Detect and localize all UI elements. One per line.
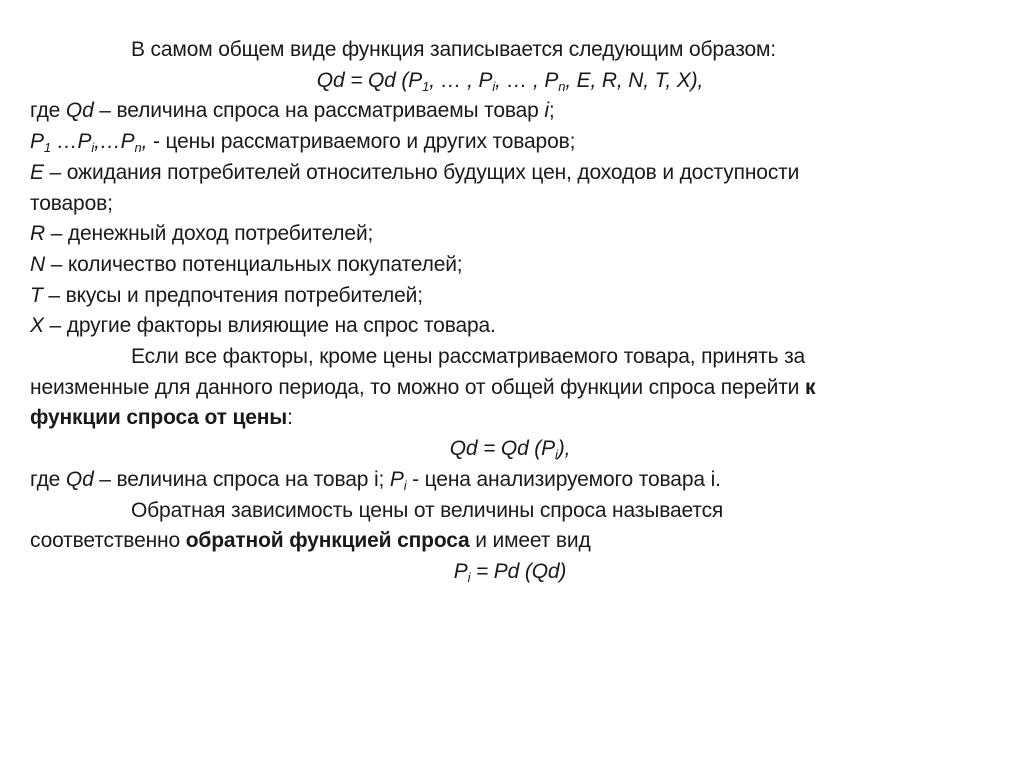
paragraph-2-line-1: Если все факторы, кроме цены рассматриваемого товара, принять за	[131, 345, 806, 369]
definition-text: – денежный доход потребителей;	[45, 222, 374, 246]
subscript-n: n	[134, 140, 142, 156]
subscript-1: 1	[43, 140, 51, 156]
formula-subscript: n	[558, 78, 566, 94]
formula-subscript: i	[492, 78, 496, 94]
symbol-p1: P	[30, 130, 44, 154]
formula-part: Qd = Qd (P	[449, 437, 555, 461]
definition-e-continued: товаров;	[30, 191, 113, 215]
paragraph-3-line-2	[30, 526, 990, 557]
paragraph-text: соответственно	[30, 529, 186, 553]
paragraph-text: и имеет вид	[469, 529, 591, 553]
formula-part: , … , P	[495, 68, 559, 92]
symbol-qd: Qd	[65, 99, 94, 123]
formula-subscript: i	[555, 447, 558, 463]
definition-prefix: где	[30, 99, 66, 123]
definition-x	[30, 311, 990, 342]
paragraph-2-line-2	[30, 373, 990, 404]
formula-part: Qd = Qd (P	[316, 68, 423, 92]
general-demand-formula	[30, 66, 990, 97]
paragraph-text: неизменные для данного периода, то можно от общей функции спроса перейти	[30, 375, 805, 399]
definition-text: - цены рассматриваемого и других товаров;	[147, 130, 576, 154]
symbol-r: R	[30, 222, 46, 246]
formula-subscript: i	[467, 569, 471, 585]
definition-text: – вкусы и предпочтения потребителей;	[42, 283, 423, 307]
formula-part: P	[453, 559, 468, 583]
symbol-n: N	[30, 252, 46, 276]
definition-e	[30, 158, 990, 189]
symbol-p: P	[389, 467, 404, 491]
paragraph-3-line-1: Обратная зависимость цены от величины спроса называется	[131, 498, 724, 522]
inverse-demand-formula	[30, 557, 990, 588]
symbol-pi: …P	[50, 130, 92, 154]
term-inverse-demand-function: обратной функцией спроса	[185, 529, 470, 553]
formula-part: ),	[557, 437, 571, 461]
definition-r	[30, 219, 990, 250]
definition-suffix: ;	[548, 99, 555, 123]
definition-text: – количество потенциальных покупателей;	[45, 252, 463, 276]
symbol-t: T	[30, 283, 43, 307]
definition-t	[30, 281, 990, 312]
symbol-qd: Qd	[65, 467, 94, 491]
definition-qd	[30, 96, 990, 127]
definition-prices	[30, 127, 990, 158]
formula-subscript: 1	[422, 78, 430, 94]
definition-prefix: где	[30, 467, 66, 491]
symbol-e: E	[30, 160, 44, 184]
definition-text: – величина спроса на товар i;	[93, 467, 390, 491]
definition-n	[30, 250, 990, 281]
symbol-i: i	[544, 99, 549, 123]
definition-price-formula	[30, 465, 990, 496]
definition-text: – величина спроса на рассматриваемы товар	[93, 99, 545, 123]
intro-line: В самом общем виде функция записывается следующим образом:	[131, 38, 776, 61]
slide-text	[30, 35, 990, 588]
formula-part: = Pd (Qd)	[470, 559, 567, 583]
formula-part: , … , P	[429, 68, 493, 92]
subscript-i: i	[403, 477, 407, 493]
paragraph-text: :	[287, 406, 293, 430]
definition-text: – ожидания потребителей относительно будущих цен, доходов и доступности	[43, 160, 800, 184]
symbol-pn: ,…P	[94, 130, 135, 154]
subscript-i: i	[91, 140, 95, 156]
price-demand-formula	[30, 434, 990, 465]
definition-text: – другие факторы влияющие на спрос товара.	[43, 314, 496, 338]
symbol-x: X	[30, 314, 44, 338]
term-price-demand-function: функции спроса от цены	[30, 406, 288, 430]
definition-text: - цена анализируемого товара i.	[406, 467, 721, 491]
paragraph-2-line-3	[30, 403, 990, 434]
formula-part: , E, R, N, T, X),	[565, 68, 704, 92]
comma: ,	[141, 130, 148, 154]
paragraph-bold: к	[804, 375, 816, 399]
